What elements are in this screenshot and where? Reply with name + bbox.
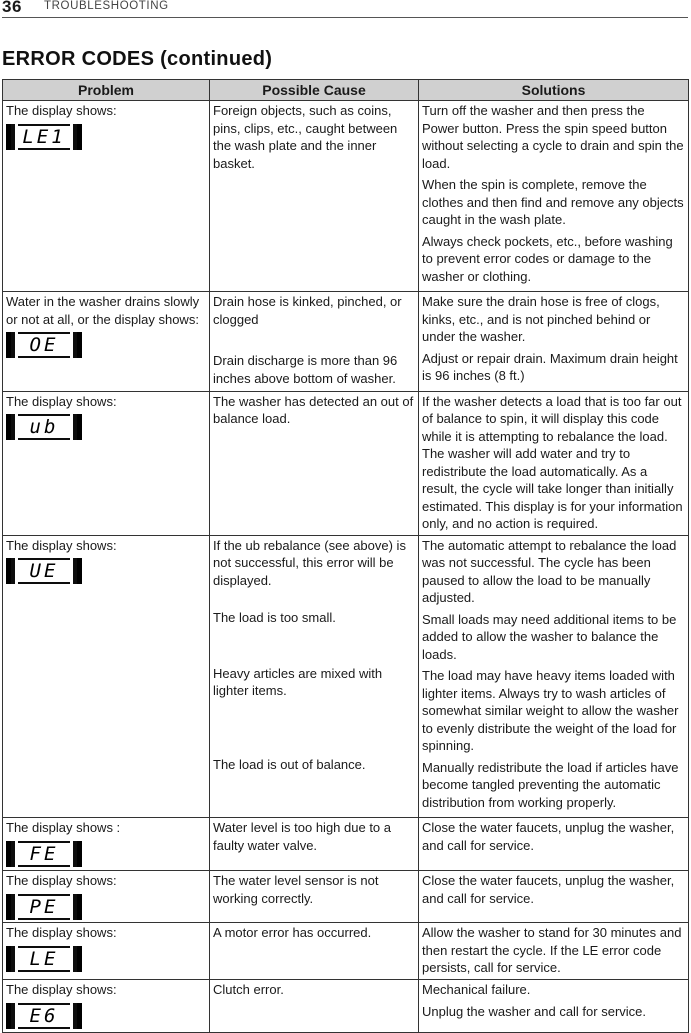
problem-cell — [3, 391, 210, 535]
column-header-problem: Problem — [3, 80, 210, 101]
column-header-cause: Possible Cause — [210, 80, 419, 101]
solution-text: Make sure the drain hose is free of clogs, kinks, etc., and is not pinched behind or under the washer. — [422, 294, 660, 344]
solution-cell — [419, 871, 689, 923]
cause-text: Clutch error. — [213, 982, 284, 997]
problem-text: The display shows: — [6, 393, 117, 409]
error-code-display — [6, 894, 82, 920]
error-code: LE1 — [16, 126, 72, 148]
problem-cell — [3, 292, 210, 392]
error-code-display — [6, 414, 82, 440]
error-code: UE — [16, 560, 72, 582]
problem-cell — [3, 871, 210, 923]
error-code-display — [6, 124, 82, 150]
problem-text: The display shows: — [6, 537, 117, 553]
solution-text: If the washer detects a load that is too far out of balance to spin, it will display this code while it is attempting to rebalance the load. The washer will add water and try to redistribute the load automatically. As a result, the cycle will take longer than initially estimated. This display is for your information only, and no action is required. — [422, 393, 683, 531]
solution-text: The load may have heavy items loaded with lighter items. Always try to wash articles of somewhat similar weight to allow the washer to evenly distribute the weight of the load for spinning. — [422, 668, 679, 753]
table-row — [3, 101, 689, 292]
solution-text: Close the water faucets, unplug the washer, and call for service. — [422, 873, 675, 906]
error-code-display — [6, 841, 82, 867]
cause-text: Foreign objects, such as coins, pins, clips, etc., caught between the wash plate and the inner basket. — [213, 103, 398, 171]
solution-cell — [419, 535, 689, 818]
table-header-row — [3, 80, 689, 101]
error-code-display — [6, 946, 82, 972]
cause-cell — [210, 923, 419, 980]
cause-text: Water level is too high due to a faulty water valve. — [213, 820, 392, 853]
column-header-solutions: Solutions — [419, 80, 689, 101]
solution-cell — [419, 818, 689, 871]
solution-text: Mechanical failure. — [422, 982, 531, 997]
cause-text: Drain hose is kinked, pinched, or clogged — [213, 294, 402, 327]
error-code-display — [6, 1003, 82, 1029]
cause-cell — [210, 535, 419, 818]
solution-text: Turn off the washer and then press the Power button. Press the spin speed button without selecting a cycle to drain and spin the load. — [422, 103, 684, 171]
error-code: ub — [16, 416, 72, 438]
page-header — [2, 0, 688, 18]
page-title: ERROR CODES (continued) — [2, 48, 273, 70]
table-row — [3, 871, 689, 923]
problem-cell — [3, 923, 210, 980]
error-code-display — [6, 332, 82, 358]
problem-cell — [3, 980, 210, 1033]
error-code-display — [6, 558, 82, 584]
error-code: E6 — [16, 1005, 72, 1027]
problem-cell — [3, 535, 210, 818]
solution-cell — [419, 980, 689, 1033]
solution-text: The automatic attempt to rebalance the load was not successful. The cycle has been paused to allow the load to be manually adjusted. — [422, 537, 677, 605]
error-code: OE — [16, 334, 72, 356]
problem-text: The display shows: — [6, 873, 117, 888]
solution-cell — [419, 101, 689, 292]
cause-cell — [210, 980, 419, 1033]
table-row — [3, 535, 689, 818]
cause-text: The load is too small. — [213, 610, 336, 625]
solution-text: Close the water faucets, unplug the washer, and call for service. — [422, 820, 675, 853]
table-row — [3, 391, 689, 535]
cause-cell — [210, 391, 419, 535]
cause-cell — [210, 818, 419, 871]
cause-text: Heavy articles are mixed with lighter items. — [213, 665, 383, 698]
solution-cell — [419, 391, 689, 535]
problem-text: The display shows : — [6, 820, 121, 835]
table-row — [3, 818, 689, 871]
page-number: 36 — [2, 0, 22, 16]
problem-text: The display shows: — [6, 925, 117, 940]
solution-text: Always check pockets, etc., before washing to prevent error codes or damage to the washer or clothing. — [422, 233, 673, 284]
problem-cell — [3, 818, 210, 871]
solution-cell — [419, 292, 689, 392]
cause-text: The washer has detected an out of balance load. — [213, 393, 414, 426]
error-code: FE — [16, 843, 72, 865]
cause-text: Drain discharge is more than 96 inches above bottom of washer. — [213, 353, 398, 386]
cause-text: The water level sensor is not working correctly. — [213, 873, 379, 906]
solution-text: When the spin is complete, remove the clothes and then find and remove any objects caught in the wash plate. — [422, 177, 684, 227]
error-code: LE — [16, 948, 72, 970]
problem-text: Water in the washer drains slowly or not at all, or the display shows: — [6, 294, 200, 327]
cause-text: If the ub rebalance (see above) is not successful, this error will be displayed. — [213, 537, 406, 588]
solution-cell — [419, 923, 689, 980]
solution-text: Small loads may need additional items to be added to allow the washer to balance the loads. — [422, 611, 677, 662]
cause-cell — [210, 292, 419, 392]
error-code: PE — [16, 896, 72, 918]
cause-cell — [210, 101, 419, 292]
error-codes-table — [2, 79, 689, 1033]
cause-text: A motor error has occurred. — [213, 925, 372, 940]
solution-text: Unplug the washer and call for service. — [422, 1003, 647, 1019]
table-row — [3, 292, 689, 392]
problem-text: The display shows: — [6, 103, 117, 118]
solution-text: Manually redistribute the load if articles have become tangled preventing the automatic distribution from working properly. — [422, 759, 679, 810]
problem-cell — [3, 101, 210, 292]
problem-text: The display shows: — [6, 982, 117, 997]
solution-text: Adjust or repair drain. Maximum drain height is 96 inches (8 ft.) — [422, 350, 678, 383]
section-title: TROUBLESHOOTING — [44, 0, 169, 12]
solution-text: Allow the washer to stand for 30 minutes and then restart the cycle. If the LE error code persists, call for service. — [422, 925, 682, 975]
table-row — [3, 923, 689, 980]
cause-cell — [210, 871, 419, 923]
cause-text: The load is out of balance. — [213, 756, 366, 772]
table-row — [3, 980, 689, 1033]
